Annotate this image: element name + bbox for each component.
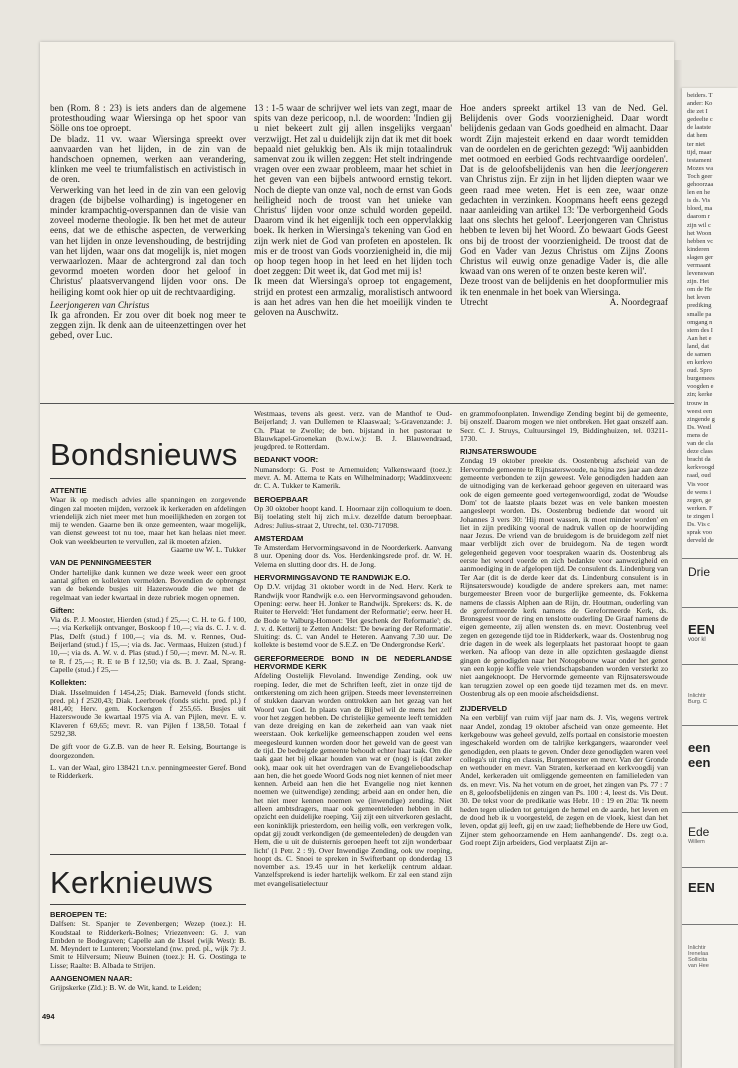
paragraph: Ik meen dat Wiersinga's oproep tot engagement, strijd en protest een armzalig, moralistisch antwoord is aan het adres van hen die het moeilijk vinden te geloven na Auschwitz. <box>254 277 452 319</box>
subheading: Leerjongeren van Christus <box>50 300 150 311</box>
title-underline <box>50 478 246 479</box>
ad-text: Irenelaa <box>688 951 709 957</box>
adjacent-page <box>682 88 738 1068</box>
adjacent-line: zegen, ge <box>687 496 712 504</box>
ad-text: Sollicita <box>688 957 708 963</box>
ad-text: Inlichtir <box>688 945 706 951</box>
ad-text: Ede <box>688 825 710 839</box>
signature <box>460 298 668 308</box>
adjacent-line: Ds. Vis c <box>687 520 711 528</box>
block-heading: Kollekten: <box>50 678 87 688</box>
kerknieuws-continued <box>254 410 452 1022</box>
block-text: Diak. IJsselmuiden f 1454,25; Diak. Barneveld (fonds sticht. pred. pl.) f 2520,43; Diak. Leerbroek (fonds sticht. pred. pl.) f 481,40; Herv. gem. Kockengen f 255,65. Busjes uit Hazerswoude 3e kwartaal 1975 via A. van Pijlen, mevr. E. v. Klaveren f 69,65; mevr. R. van Pijlen f 138,50. Totaal f 5292,38. <box>50 687 246 739</box>
adjacent-line: prediking <box>687 302 712 310</box>
adjacent-line: is ds. Vis <box>687 197 711 205</box>
adjacent-line: len en he <box>687 189 711 197</box>
adjacent-line: zijn. Het <box>687 278 710 286</box>
block-heading: BEROEPEN TE: <box>50 910 107 919</box>
block-heading: Giften: <box>50 605 75 615</box>
adjacent-line: ter niet <box>687 140 705 148</box>
ad-text: een <box>688 755 711 770</box>
block-text: Zondag 19 oktober preekte ds. Oostenbrug afscheid van de Hervormde gemeente te Rijnsaterswoude, na bijna zes jaar aan deze gemeente verbonden te zijn geweest. Vele genodigden hadden aan de uitnodiging van de kerkeraad gehoor gegeven en uiteraard was ook de eigen gemeente goed vertegenwoordigd, zodat de 'Woudse Dom' tot de laatste plaats bezet was en vele banken moesten aangesleept worden. Ds. Oostenbrug bediende dat woord uit Johannes 3 vers 30: 'Hij moet wassen, ik moet minder worden' en liet in zijn prediking vooral de nadruk vallen op de hoorwijding naar Jezus. De vriend van de bruidegom is de bruidegom zelf niet maar verblijdt zich over de bruidegom. Na de tegen wordt gelegenheid gegeven voor toespraken waarin ds. Oostenbrug als eerste het woord voerde en zich bedankte voor aanwezigheid en aanmoediging in de afgelopen tijd. De consulent ds. Lindenburg van Ter Aar (dit is de derde keer dat ds. Lindenburg consulent is in Rijnsaterswoude) koudigde de andere sprekers aan, met name: burgemeester Breen voor de burgerlijke gemeente, ds. Fokkema namens de classis Alphen aan de Rijn, dr. Houtman, ouderling van de gereformeerde kerk namens de Gereformeerde Kerk, ds. Bronsgeest voor de ring en tenslotte ouderling De Graaf namens de eigen gemeente, zij allen wensten ds. en mevr. Oostenbrug veel zegen en gezegende tijd toe in Ridderkerk, waar ds. Oostenbrug nog drie dagen in de week als legerplaats het pastoraat hoopt te gaan werken. Na afloop van deze in alle opzichten geslaagde dienst gingen de genodigden naar het Notogebouw waar onder het genot van een kopje koffie vele vriendschapsbanden worden versterkt zo niet aangeknoopt. De Hervormde gemeente van Rijnsaterswoude kan terugzien zowel op een goede tijd tezamen met ds. en mevr. Oostenbrug als op een mooie afscheidsdienst. <box>460 456 668 698</box>
adjacent-line: tijd, maar <box>687 148 712 156</box>
adjacent-line: de samen <box>687 351 711 358</box>
ad-text: een <box>688 740 711 755</box>
paragraph: Verwerking van het leed in de zin van een gelovig dragen (de bijbelse volharding) is ingetogener en minder krampachtig-overspannen dan de visie van zoveel moderne theologie. Ik ben het met de auteur eens, dat we de ethische aspecten, de verwerking van het lijden in onze levenshouding, de bestrijding van het lijden, waar ons dat mogelijk is, niet mogen verwaarlozen. Maar de achtergrond zal dan toch gevormd moeten worden door het geloof in Christus' plaatsvervangend lijden voor ons. De heiliging komt ook hier op uit de rechtvaardiging. <box>50 185 246 298</box>
block-heading: AMSTERDAM <box>254 533 304 543</box>
signoff: Gaarne uw W. L. Tukker <box>170 545 246 555</box>
kerknieuws-title: Kerknieuws <box>50 865 214 900</box>
ad-text: EEN <box>688 880 715 895</box>
block-text: Onder hartelijke dank kunnen we deze week weer een groot aantal giften en kollekten vermelden. Bovendien de opbrengst van de bekende busjes uit Hazerswoude die we met de regelmaat van ieder kwartaal in deze rubriek mogen opnemen. <box>50 567 246 602</box>
signoff: L. van der Waal, giro 138421 t.n.v. penningmeester Geref. Bond te Ridderkerk. <box>50 762 246 781</box>
adjacent-line: hebben vc <box>687 237 714 245</box>
adjacent-line: van de cla <box>687 440 713 448</box>
block-text: en grammofoonplaten. Inwendige Zending begint bij de gemeente, bij onszelf. Daarom mogen we niet ontbreken. Het gaat onszelf aan. Secr. C. J. Struys, Cultuursingel 19, Biddinghuizen, tel. 03211-1730. <box>460 410 668 443</box>
adjacent-line: testament <box>687 156 712 164</box>
adjacent-line: sprak voo <box>687 529 713 537</box>
adjacent-line: dat hem <box>687 132 708 140</box>
paragraph: Ik ga afronden. Er zou over dit boek nog meer te zeggen zijn. Ik denk aan de uiteenzettingen over het gebed, over Luc. <box>50 311 246 342</box>
page-spine <box>674 60 682 1068</box>
page-number: 494 <box>42 1012 55 1021</box>
adjacent-line: Vis voor <box>687 480 709 488</box>
block-text: Dalfsen: St. Spanjer te Zevenbergen; Wezep (toez.): H. Koudstaal te Ridderkerk-Bolnes; Vriezenveen: G. J. van Embden te Bodegraven; Capelle aan de IJssel (wijk West): B. M. Meyndert te Lunteren; Voorsteland (nw. pred. pl., wijk 7): J. Smit te Hilversum; Nieuw Buinen (toez.): H. G. Oostinga te Lisse; Raalte: B. Albada te Strijen. <box>50 919 246 970</box>
adjacent-line: die zet I <box>687 108 708 116</box>
adjacent-line: levenswan <box>687 270 714 278</box>
adjacent-line: zijn wil c <box>687 221 711 229</box>
adjacent-line: beiders. T <box>687 92 713 99</box>
advertisement <box>682 867 738 924</box>
adjacent-line: daarom r <box>687 213 710 221</box>
signature-place: Utrecht <box>460 297 488 308</box>
block-text: Op 30 oktober hoopt kand. I. Hoornaar zijn colloquium te doen. Bij toelating stelt hij zich m.i.v. dezelfde datum beroepbaar. Adres: Julius-straat 2, Utrecht, tel. 030-717098. <box>254 503 452 530</box>
block-text: Grijpskerke (Zld.): B. W. de Wit, kand. te Leiden; <box>50 983 202 993</box>
adjacent-line: deze class <box>687 448 713 456</box>
text-run: van Christus zijn. Er zijn in het lijden diepten waar we geen raad mee weten. Het is een zee, waar onze gedachten in verzinken. Koopmans heeft eens gezegd naar aanleiding van artikel 13: 'De verborgenheid Gods laat ons slechts het geloof'. Leerjongeren van Christus hebben te leven bij het Woord. Zo bewaart Gods Geest ons bij de troost der voorzienigheid. De troost dat de God en Vader van Jezus Christus om Zijns Zoons Christus wil euwig onze genadige Vader is, die alle kwaad van ons weren of te onzen beste keren wil'. <box>460 175 668 278</box>
italic-word: leerjongeren <box>620 165 668 176</box>
adjacent-line: omgang n <box>687 318 713 326</box>
article-col-1 <box>50 104 246 374</box>
adjacent-line: het Woon <box>687 229 712 237</box>
article-col-2 <box>254 104 452 374</box>
adjacent-line: om de He <box>687 286 712 294</box>
title-underline <box>50 904 246 905</box>
adjacent-line: Mozes wa <box>687 164 714 172</box>
paragraph: De bladz. 11 vv. waar Wiersinga spreekt over aanvaarden van het lijden, in de zin van de handschoen opnemen, werken aan verandering, klinken me veel te triumfalistisch en activistisch in de oren. <box>50 134 246 186</box>
block-heading: ATTENTIE <box>50 486 87 495</box>
adjacent-line: mens de <box>687 431 709 439</box>
adjacent-line: Toch geer <box>687 172 713 180</box>
adjacent-line: slagen ger <box>687 253 714 261</box>
ad-text: Willem <box>688 839 705 845</box>
signature-name: A. Noordegraaf <box>609 297 668 308</box>
block-text: De gift voor de G.Z.B. van de heer R. Eelsing, Bourtange is doorgezonden. <box>50 742 246 760</box>
block-text: Na een verblijf van ruim vijf jaar nam ds. J. Vis, wegens vertrek naar Andel, zondag 19 oktober afscheid van onze gemeente. Het kerkgebouw was geheel gevuld, zelfs portaal en consistorie moesten ingeschakeld worden om de talrijke kerkgangers, waaronder veel genodigden, een plaats te geven. Onder deze genodigden waren veel collega's uit ring en classis, Burgemeester en mevr. Van der Gronde en wethouder en mevr. Van Straten, kerkeraad en kerkvoogdij van Andel, kerkeraden uit omliggende gemeenten en familieleden van ds. en mevr. Vis. Na het votum en de groet, het zingen van Ps. 77 : 7 en 8, geloofsbelijdenis en zingen van Ps. 100 : 4, leest ds. Vis Deut. 30. De tekst voor de predikatie was Hebr. 10 : 19 en 20a: 'Ik neem heden tegen ulieden tot getuigen de hemel en de aarde, het leven en de dood heb ik u voorgesteld, de zegen en de vloek, kiest dan het leven, opdat gij leeft, gij en uw zaad; liefhebbende de Here uw God, Zijner stem gehoorzamende en Hem aanhangende'. Ds. zegt o.a. God roept Zijn arbeiders, God verplaatst Zijn ar- <box>460 713 668 847</box>
adjacent-line: zingende g <box>687 415 715 423</box>
advertisement-stack <box>682 558 738 991</box>
adjacent-line: weest een <box>687 407 713 415</box>
paragraph: ben (Rom. 8 : 23) is iets anders dan de algemene protesthouding waar Wiersinga op het spoor van Sölle ons toe oproept. <box>50 104 246 135</box>
adjacent-line: ander: Ko <box>687 100 713 108</box>
advertisement <box>682 558 738 607</box>
adjacent-line: te zingen l <box>687 512 714 520</box>
adjacent-line: derveld de <box>687 537 714 545</box>
adjacent-line: voogden e <box>687 383 714 391</box>
adjacent-line: bloed, ma <box>687 205 713 213</box>
block-heading: VAN DE PENNINGMEESTER <box>50 558 152 568</box>
ad-text: Inlichtir <box>688 693 706 699</box>
block-heading: BEDANKT VOOR: <box>254 455 319 465</box>
adjacent-line: smalle pa <box>687 310 712 318</box>
adjacent-line: gedeelte c <box>687 116 713 124</box>
block-heading: HERVORMINGSAVOND TE RANDWIJK E.O. <box>254 573 411 583</box>
adjacent-page-text <box>682 88 738 545</box>
advertisement <box>682 664 738 725</box>
kerknieuws-right-column <box>460 410 668 1022</box>
block-text: Numansdorp: G. Post te Arnemuiden; Valkenswaard (toez.): mevr. A. M. Attema te Kats en Wilhelminadorp; Waddinxveen: dr. C. A. Tukker te Kamerik. <box>254 464 452 491</box>
block-heading: GEREFORMEERDE BOND IN DE NEDERLANDSE HERVORMDE KERK <box>254 653 452 672</box>
block-heading: ZIJDERVELD <box>460 704 508 714</box>
adjacent-line: de laatste <box>687 124 711 132</box>
bondsnieuws-body <box>50 482 246 854</box>
adjacent-line: oud. Spro <box>687 367 712 375</box>
section-divider <box>40 403 674 404</box>
adjacent-line: werken. F <box>687 504 713 512</box>
adjacent-line: gehoorzaa <box>687 181 714 189</box>
block-text: Waar ik op medisch advies alle spanningen en zorgevende dingen zal moeten mijden, verzoek ik kerkeraden en afdelingen vriendelijk zich niet meer met hun moeilijkheden en zorgen tot mij te wenden. Gaarne ben ik onze gemeenten, waar mogelijk, van dienst geweest tot nu toe, maar het kan helaas niet meer. Ook van weekbeurten te vervullen, zal ik moeten afzien. <box>50 495 246 546</box>
text-run: Hoe anders spreekt artikel 13 van de Ned. Gel. Belijdenis over Gods voorzienigheid. Daar wordt belijdenis gedaan van Gods goedheid en almacht. Daar wordt Zijn majesteit erkend en daar wordt temidden van de oordelen en de gerichten gezegd: 'Wij aanbidden met ootmoed en eerbied Gods rechtvaardige oordelen'. Dat is de geloofsbelijdenis van hen die <box>460 104 668 176</box>
ad-text: van Hee <box>688 963 709 969</box>
adjacent-line: en kerkvo <box>687 359 713 367</box>
article-col-3 <box>460 104 668 384</box>
bondsnieuws-title: Bondsnieuws <box>50 437 238 472</box>
block-heading: BEROEPBAAR <box>254 494 309 504</box>
adjacent-line: bracht da <box>687 456 711 464</box>
adjacent-line: het leven <box>687 294 711 302</box>
adjacent-line: Ds. Westl <box>687 423 712 431</box>
adjacent-line: kerkvoogd <box>687 464 715 472</box>
adjacent-line: kinderen <box>687 245 710 253</box>
adjacent-line: stem des I <box>687 326 713 334</box>
block-text: Afdeling Oostelijk Flevoland. Inwendige Zending, ook uw roeping. Ieder, die met de Schriften leeft, ziet in onze tijd de ontkerstening om zich heen grijpen. Steeds meer levensterreinen of stukken daarvan worden onttrokken aan het gezag van het Woord van God. In plaats van de Bijbel wil de mens het zelf voor het zeggen hebben. De christelijke gemeente leeft temidden van deze dreiging en kan de zekerheid aan van vaak niet weerstaan. Ook kerkelijke gemeenschappen zouden wel eens meegesleurd kunnen worden door het geweld van de geest van de tijd. De bedreigde gemeente behoudt echter haar taak. Om die taak gaat het bij elkaar houden van wat er (nog) is (dat zeker ook), maar ook uit het overdragen van de Evangelieboodschap aan hen, die het goede Woord Gods nog niet kennen of niet meer kennen. Arbeid aan hen die het Evangelie nog niet kennen noemen we (uitwendige) zending; arbeid aan en onder hen, die het niet meer kennen noemen we (inwendige) zending. Niet alleen ambtsdragers, maar ook gemeenteleden hebben in dit opzicht een duidelijke roeping. 'Gij zijt een uitverkoren geslacht, een koninklijk priesterdom, een heilig volk, een verkregen volk, opdat gij zoudt verkondigen (de gemeenteleden) de deugden van Hem, die u uit de duisternis geroepen heeft tot zijn wonderbaar licht' (1 Petr. 2 : 9). Over Inwendige Zending, ook uw roeping, hoopt ds. C. Snoei te spreken in Swifterbant op donderdag 13 november a.s. 19.45 uur in het kerkelijk centrum aldaar. Vanzelfsprekend is ieder hartelijk welkom. Er zal een stand zijn met evangelisatielectuur <box>254 671 452 888</box>
adjacent-line: trouw in <box>687 399 709 407</box>
paragraph: 13 : 1-5 waar de schrijver wel iets van zegt, maar de spits van deze pericoop, n.l. de woorden: 'Indien gij u niet bekeert zult gij allen insgelijks vergaan' verzwijgt. Het zal u duidelijk zijn dat ik met dit boek bepaald niet gelukkig ben. Als ik mijn totaalindruk samenvat zou ik willen zeggen: Het stelt indringende vragen over een zwaar probleem, maar het schiet in het geven van een bijbels antwoord ernstig tekort. Noch de diepte van onze val, noch de ernst van Gods heiligheid noch de troost van het unieke van Christus' lijden voor onze schuld worden gepeild. Daarom vind ik het eigenlijk toch een oppervlakkig boek. Ik herken in Wiersinga's tekening van God en zijn werk niet de God van profeten en apostelen. Ik mis er de troost van Gods voorzienigheid in, die mij op hoop tegen hoop in het leed en het lijden toch doet zeggen: Dit weet ik, dat God met mij is! <box>254 104 452 278</box>
adjacent-line: zin; kerke <box>687 391 713 399</box>
adjacent-line: land, dat <box>687 342 710 350</box>
adjacent-line: de wens i <box>687 488 712 496</box>
kerknieuws-body <box>50 906 246 1012</box>
paragraph: Deze troost van de belijdenis en het doopformulier mis ik ten enenmale in het boek van Wiersinga. <box>460 277 668 298</box>
section-divider <box>50 854 246 855</box>
adjacent-line: Aan het e <box>687 334 712 342</box>
block-text: Op D.V. vrijdag 31 oktober wordt in de Ned. Herv. Kerk te Randwijk voor Randwijk e.o. een Hervormingsavond gehouden. Opening: eerw. heer H. Jonker te Randwijk. Sprekers: ds. K. de Ruiter te Herveld: 'Het fundament der Reformatie'; eerw. heer H. de Bode te Valburg-Homoet: 'Het geschenk der Reformatie'; ds. J. v. d. Ketterij te Zetten Andelst: 'De bewaring der Reformatie'. Sluiting: ds. C. van Andel te Heteren. Aanvang 7.30 uur. De kollekte is bestemd voor de S.E.Z. en 'De Ondergrondse Kerk'. <box>254 582 452 650</box>
advertisement <box>682 607 738 664</box>
block-text: Westmaas, tevens als geest. verz. van de Manthof te Oud-Beijerland; J. van Dullemen te Klaaswaal; 's-Gravenzande: J. Ch. Plaat te Zwolle; de ben. bijstand in het pastoraat te Blauwkapel-Groenekan (b.w.i.w.): B. J. Blauwendraad, jeugdpred. te Rotterdam. <box>254 410 452 452</box>
advertisement <box>682 812 738 867</box>
ad-text: EEN <box>688 622 715 637</box>
adjacent-line: burgemees <box>687 375 715 383</box>
block-heading: RIJNSATERSWOUDE <box>460 447 537 457</box>
block-text: Via ds. P. J. Mooster, Hierden (stud.) f 25,—; C. H. te G. f 100,—; via Kerkelijk ontvanger, Boskoop f 10,—; via ds. C. J. v. d. Plas, Delft (stud.) f 100,—; via ds. M. v. Rennes, Oud-Beijerland (stud.) f 15,—; via ds. Jac. Vermaas, Huizen (stud.) f 10,—; via ds. A. W. v. d. Plas (stud.) f 50,—; mevr. M. N.-v. R. te R. f 25,—; R. E te B f 12,50; via ds. B. J. Zaal, Sprang-Capelle (stud.) f 25,— <box>50 615 246 674</box>
block-heading: AANGENOMEN NAAR: <box>50 974 133 984</box>
advertisement <box>682 924 738 991</box>
advertisement <box>682 725 738 812</box>
ad-text: Burg. C <box>688 699 707 705</box>
ad-text: voor kl <box>688 637 706 643</box>
adjacent-line: vermaant <box>687 261 711 269</box>
adjacent-line: raad, oud <box>687 472 711 480</box>
ad-text: Drie <box>688 565 711 579</box>
paragraph <box>460 104 668 277</box>
block-text: Te Amsterdam Hervormingsavond in de Noorderkerk. Aanvang 8 uur. Opening door ds. Vos. Herdenkingsrede prof. dr. W. H. Velema en slutting door drs. H. de Jong. <box>254 543 452 569</box>
newspaper-page <box>40 42 674 1044</box>
